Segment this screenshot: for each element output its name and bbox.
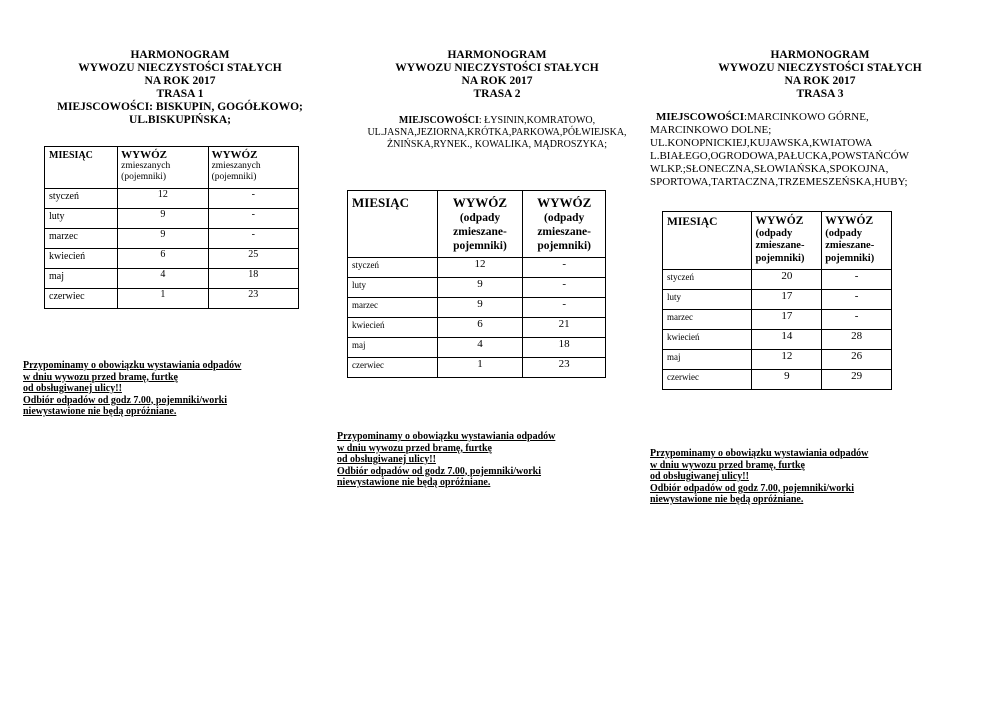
value-cell: -	[208, 189, 298, 209]
route-3-table	[662, 211, 892, 390]
value-cell: -	[822, 270, 892, 290]
route-2-places	[337, 115, 657, 151]
value-cell: 9	[118, 229, 208, 249]
header-col-1	[437, 191, 523, 258]
table-row	[45, 229, 299, 249]
month-cell: luty	[663, 290, 752, 310]
month-cell: czerwiec	[45, 289, 118, 309]
value-cell: -	[208, 229, 298, 249]
table-row	[663, 350, 892, 370]
title-line: HARMONOGRAM	[447, 49, 547, 61]
table-row	[663, 270, 892, 290]
value-cell: -	[523, 298, 606, 318]
places-line: MARCINKOWO DOLNE;	[650, 124, 772, 136]
header-col-1-title: WYWÓZ	[121, 149, 168, 161]
places-label: MIEJSCOWOŚCI	[656, 111, 745, 123]
places-line: UL.JASNA,JEZIORNA,KRÓTKA,PARKOWA,PÓŁWIEJSKA,	[367, 127, 627, 138]
route-3-note	[650, 448, 868, 506]
value-cell: 4	[437, 338, 523, 358]
month-cell: styczeń	[348, 258, 438, 278]
places-line: MIEJSCOWOŚCI: ŁYSININ,KOMRATOWO,	[398, 115, 596, 126]
table-row	[45, 209, 299, 229]
header-col-2	[208, 147, 298, 189]
title-line: TRASA 1	[156, 88, 204, 100]
title-line: NA ROK 2017	[784, 75, 856, 87]
table-row	[348, 358, 606, 378]
note-line: od obsługiwanej ulicy!!	[337, 454, 436, 465]
month-cell: marzec	[45, 229, 118, 249]
header-month: MIESIĄC	[45, 147, 118, 189]
value-cell: 17	[752, 310, 822, 330]
places-line: UL.BISKUPIŃSKA;	[129, 114, 231, 126]
header-col-2-sub: (odpady zmieszane-pojemniki)	[825, 227, 875, 264]
table-row	[663, 310, 892, 330]
value-cell: -	[523, 258, 606, 278]
places-line: L.BIAŁEGO,OGRODOWA,PAŁUCKA,POWSTAŃCÓW	[650, 150, 910, 162]
route-2-note	[337, 431, 555, 489]
places-line: MIEJSCOWOŚCI:MARCINKOWO GÓRNE,	[656, 111, 869, 123]
note-line: niewystawione nie będą opróżniane.	[23, 406, 177, 417]
header-month: MIESIĄC	[663, 212, 752, 270]
header-col-2-title: WYWÓZ	[537, 195, 592, 210]
value-cell: -	[208, 209, 298, 229]
value-cell: -	[822, 310, 892, 330]
header-col-1-title: WYWÓZ	[755, 215, 804, 227]
route-1-title	[20, 49, 340, 127]
header-col-2	[822, 212, 892, 270]
table-row	[348, 278, 606, 298]
value-cell: 4	[118, 269, 208, 289]
places-label: MIEJSCOWOŚCI	[398, 115, 479, 126]
title-line: WYWOZU NIECZYSTOŚCI STAŁYCH	[395, 62, 599, 74]
value-cell: 9	[437, 298, 523, 318]
table-row	[348, 338, 606, 358]
table-row	[348, 298, 606, 318]
places-line: WLKP.;SŁONECZNA,SŁOWIAŃSKA,SPOKOJNA,	[650, 163, 889, 175]
note-line: od obsługiwanej ulicy!!	[650, 471, 749, 482]
value-cell: 26	[822, 350, 892, 370]
table-row	[663, 370, 892, 390]
places-line: SPORTOWA,TARTACZNA,TRZEMESZEŃSKA,HUBY;	[650, 176, 908, 188]
value-cell: 6	[437, 318, 523, 338]
note-line: w dniu wywozu przed bramę, furtkę	[23, 371, 178, 383]
places-line: MIEJSCOWOŚCI: BISKUPIN, GOGÓŁKOWO;	[57, 101, 303, 113]
note-line: Odbiór odpadów od godz 7.00, pojemniki/worki	[650, 482, 855, 494]
value-cell: 14	[752, 330, 822, 350]
title-line: WYWOZU NIECZYSTOŚCI STAŁYCH	[78, 62, 282, 74]
month-cell: marzec	[348, 298, 438, 318]
note-line: Odbiór odpadów od godz 7.00, pojemniki/worki	[23, 394, 228, 406]
header-col-2	[523, 191, 606, 258]
route-3	[650, 0, 980, 505]
month-cell: maj	[663, 350, 752, 370]
table-row	[348, 258, 606, 278]
value-cell: 9	[752, 370, 822, 390]
route-1	[20, 0, 340, 417]
title-line: NA ROK 2017	[461, 75, 533, 87]
month-cell: maj	[348, 338, 438, 358]
month-cell: styczeń	[45, 189, 118, 209]
route-3-places	[650, 111, 980, 189]
table-row	[45, 249, 299, 269]
note-line: Przypominamy o obowiązku wystawiania odpadów	[337, 431, 556, 442]
value-cell: -	[822, 290, 892, 310]
note-line: Odbiór odpadów od godz 7.00, pojemniki/worki	[337, 465, 542, 477]
value-cell: 20	[752, 270, 822, 290]
value-cell: 17	[752, 290, 822, 310]
header-month: MIESIĄC	[348, 191, 438, 258]
value-cell: 18	[208, 269, 298, 289]
route-3-title	[650, 49, 980, 101]
header-col-2-sub: zmieszanych (pojemniki)	[211, 161, 261, 182]
value-cell: 1	[437, 358, 523, 378]
month-cell: marzec	[663, 310, 752, 330]
note-line: w dniu wywozu przed bramę, furtkę	[650, 459, 805, 471]
header-col-2-sub: (odpady zmieszane-pojemniki)	[537, 212, 591, 252]
value-cell: 9	[118, 209, 208, 229]
note-line: Przypominamy o obowiązku wystawiania odpadów	[23, 360, 242, 371]
month-cell: luty	[348, 278, 438, 298]
value-cell: 6	[118, 249, 208, 269]
month-cell: kwiecień	[45, 249, 118, 269]
table-row	[663, 330, 892, 350]
month-cell: kwiecień	[348, 318, 438, 338]
header-col-1-sub: zmieszanych (pojemniki)	[121, 161, 171, 182]
note-line: niewystawione nie będą opróżniane.	[650, 494, 804, 505]
header-col-1-sub: (odpady zmieszane-pojemniki)	[453, 212, 507, 252]
note-line: Przypominamy o obowiązku wystawiania odpadów	[650, 448, 869, 459]
title-line: TRASA 3	[796, 88, 844, 100]
note-line: od obsługiwanej ulicy!!	[23, 383, 122, 394]
value-cell: -	[523, 278, 606, 298]
table-row	[45, 189, 299, 209]
value-cell: 23	[523, 358, 606, 378]
value-cell: 29	[822, 370, 892, 390]
header-col-2-title: WYWÓZ	[211, 149, 258, 161]
route-2	[337, 0, 657, 488]
value-cell: 9	[437, 278, 523, 298]
table-row	[663, 290, 892, 310]
header-col-1-title: WYWÓZ	[452, 195, 508, 210]
value-cell: 12	[752, 350, 822, 370]
value-cell: 12	[118, 189, 208, 209]
value-cell: 25	[208, 249, 298, 269]
title-line: NA ROK 2017	[144, 75, 216, 87]
places-line: ŻNIŃSKA,RYNEK., KOWALIKA, MĄDROSZYKA;	[387, 139, 607, 150]
header-col-1	[118, 147, 208, 189]
month-cell: styczeń	[663, 270, 752, 290]
header-col-1-sub: (odpady zmieszane-pojemniki)	[755, 227, 805, 264]
table-row	[45, 269, 299, 289]
value-cell: 28	[822, 330, 892, 350]
month-cell: luty	[45, 209, 118, 229]
header-col-2-title: WYWÓZ	[825, 215, 874, 227]
header-col-1	[752, 212, 822, 270]
month-cell: maj	[45, 269, 118, 289]
month-cell: kwiecień	[663, 330, 752, 350]
route-1-table	[44, 146, 299, 309]
table-row	[348, 318, 606, 338]
title-line: HARMONOGRAM	[770, 49, 870, 61]
note-line: niewystawione nie będą opróżniane.	[337, 477, 491, 488]
route-2-table	[347, 190, 606, 378]
note-line: w dniu wywozu przed bramę, furtkę	[337, 442, 492, 454]
value-cell: 18	[523, 338, 606, 358]
month-cell: czerwiec	[663, 370, 752, 390]
route-2-title	[337, 49, 657, 101]
title-line: TRASA 2	[473, 88, 521, 100]
title-line: WYWOZU NIECZYSTOŚCI STAŁYCH	[718, 62, 922, 74]
table-row	[45, 289, 299, 309]
value-cell: 12	[437, 258, 523, 278]
value-cell: 1	[118, 289, 208, 309]
value-cell: 23	[208, 289, 298, 309]
title-line: HARMONOGRAM	[130, 49, 230, 61]
month-cell: czerwiec	[348, 358, 438, 378]
route-1-note	[23, 360, 241, 418]
places-line: UL.KONOPNICKIEJ,KUJAWSKA,KWIATOWA	[650, 137, 873, 149]
value-cell: 21	[523, 318, 606, 338]
